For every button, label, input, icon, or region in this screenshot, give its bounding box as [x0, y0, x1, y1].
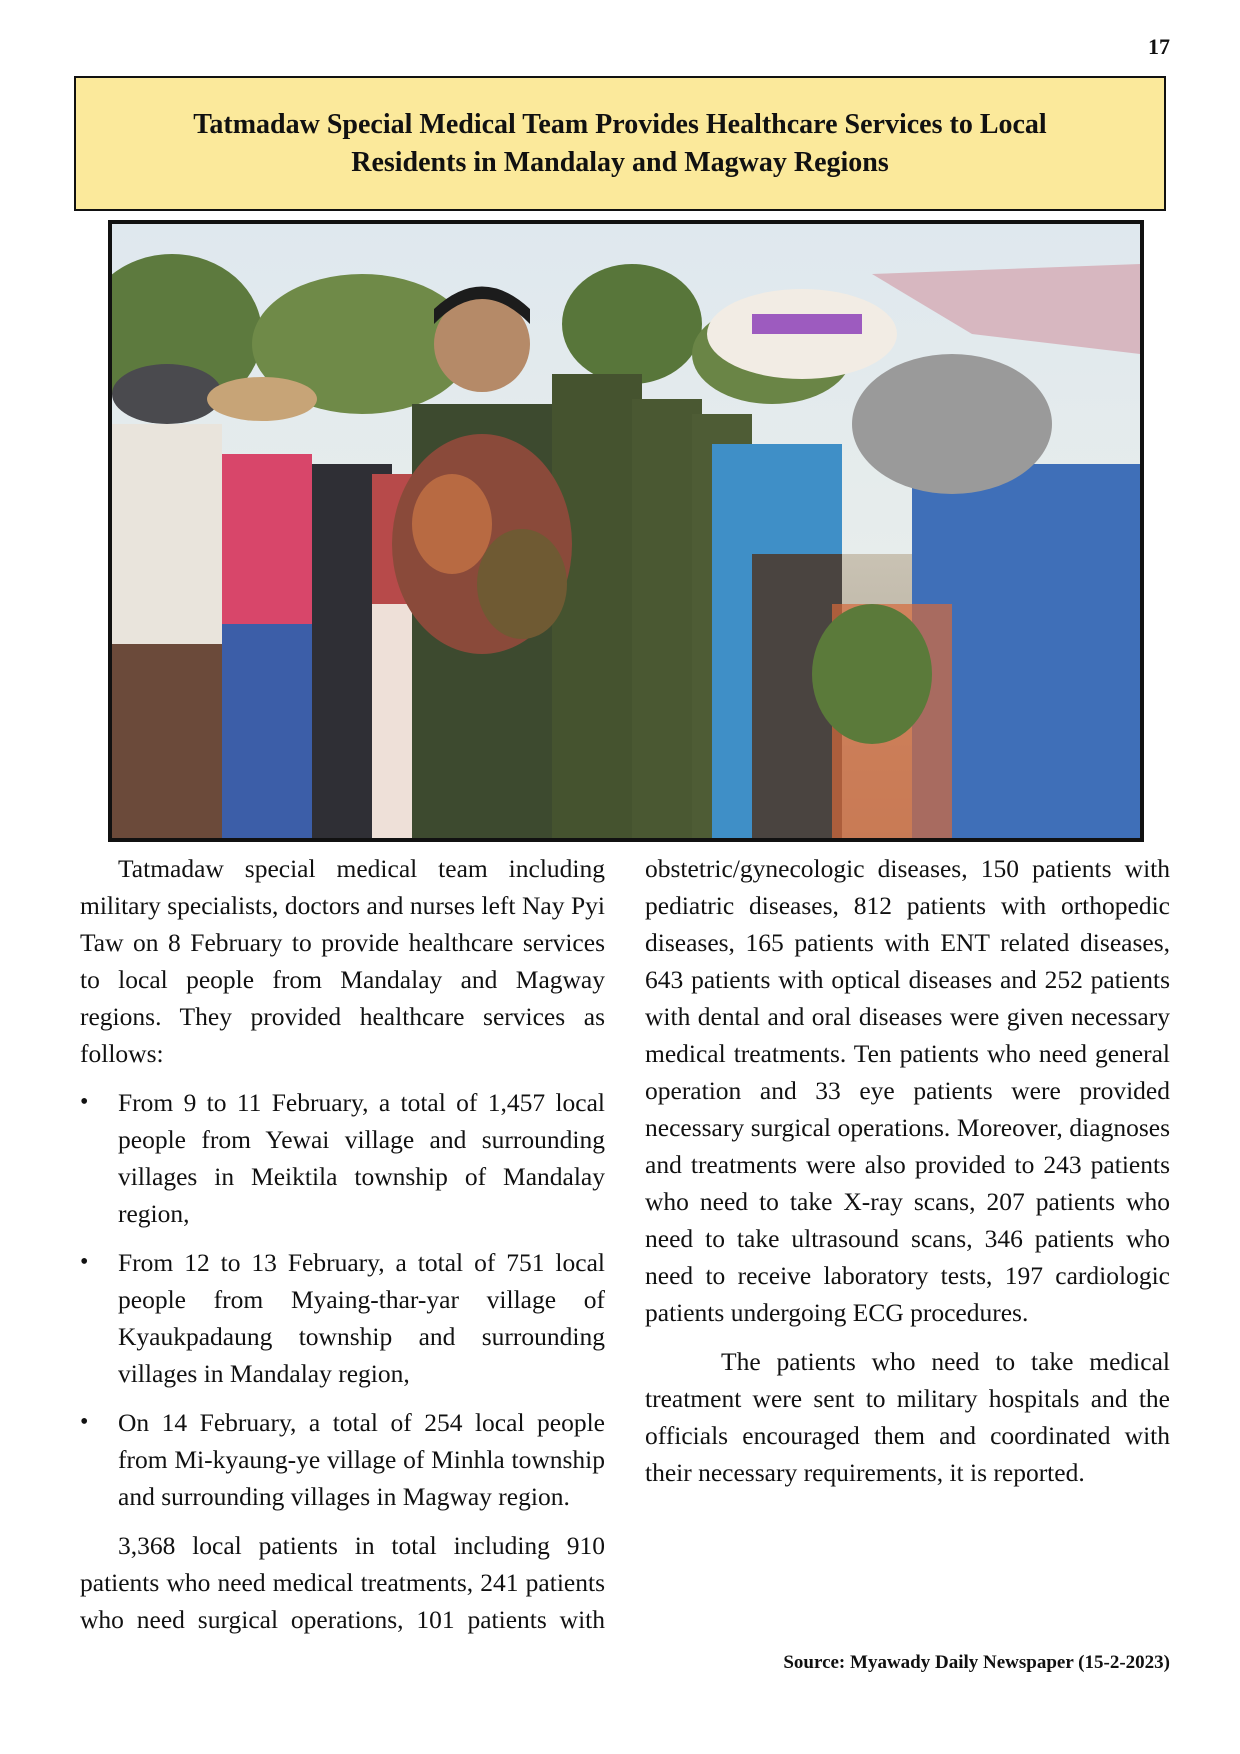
list-item: • From 9 to 11 February, a total of 1,457 local people from Yewai village and surrounding villages in Meiktila township of Mandalay region,	[80, 1084, 605, 1232]
list-item: • On 14 February, a total of 254 local people from Mi-kyaung-ye village of Minhla township and surrounding villages in Magway region.	[80, 1404, 605, 1515]
right-column	[645, 850, 1170, 1503]
article-photo	[108, 220, 1144, 842]
summary-paragraph-part-1	[80, 1527, 605, 1638]
intro-paragraph: Tatmadaw special medical team including military specialists, doctors and nurses left Nay Pyi Taw on 8 February to provide healthcare services to local people from Mandalay and Magway regions. They provided healthcare services as follows:	[80, 854, 605, 1068]
left-column	[80, 850, 605, 1638]
list-item: • From 12 to 13 February, a total of 751 local people from Myaing-thar-yar village of Kyaukpadaung township and surrounding villages in Mandalay region,	[80, 1244, 605, 1392]
date-bullet-list	[80, 1084, 605, 1515]
summary-paragraph: 3,368 local patients in total including 910 patients who need medical treatments, 241 patients who need surgical operations, 101 patients with	[80, 1531, 605, 1634]
photo-illustration	[112, 224, 1140, 838]
summary-paragraph-continued: obstetric/gynecologic diseases, 150 patients with pediatric diseases, 812 patients with orthopedic diseases, 165 patients with ENT related diseases, 643 patients with optical diseases and 252 patients with dental and oral diseases were given necessary medical treatments. Ten patients who need general operation and 33 eye patients were provided necessary surgical operations. Moreover, diagnoses and treatments were also provided to 243 patients who need to take X-ray scans, 207 patients who need to take ultrasound scans, 346 patients who need to receive laboratory tests, 197 cardiologic patients undergoing ECG procedures.	[645, 854, 1170, 1327]
article-title-line-2: Residents in Mandalay and Magway Regions	[351, 146, 889, 178]
source-credit: Source: Myawady Daily Newspaper (15-2-2023)	[783, 1652, 1170, 1673]
closing-paragraph: The patients who need to take medical treatment were sent to military hospitals and the officials encouraged them and coordinated with their necessary requirements, it is reported.	[645, 1347, 1170, 1487]
article-title-line-1: Tatmadaw Special Medical Team Provides Healthcare Services to Local	[193, 108, 1047, 140]
summary-paragraph-part-2	[645, 850, 1170, 1331]
article-title-box	[74, 76, 1166, 211]
page-number: 17	[1148, 34, 1170, 59]
